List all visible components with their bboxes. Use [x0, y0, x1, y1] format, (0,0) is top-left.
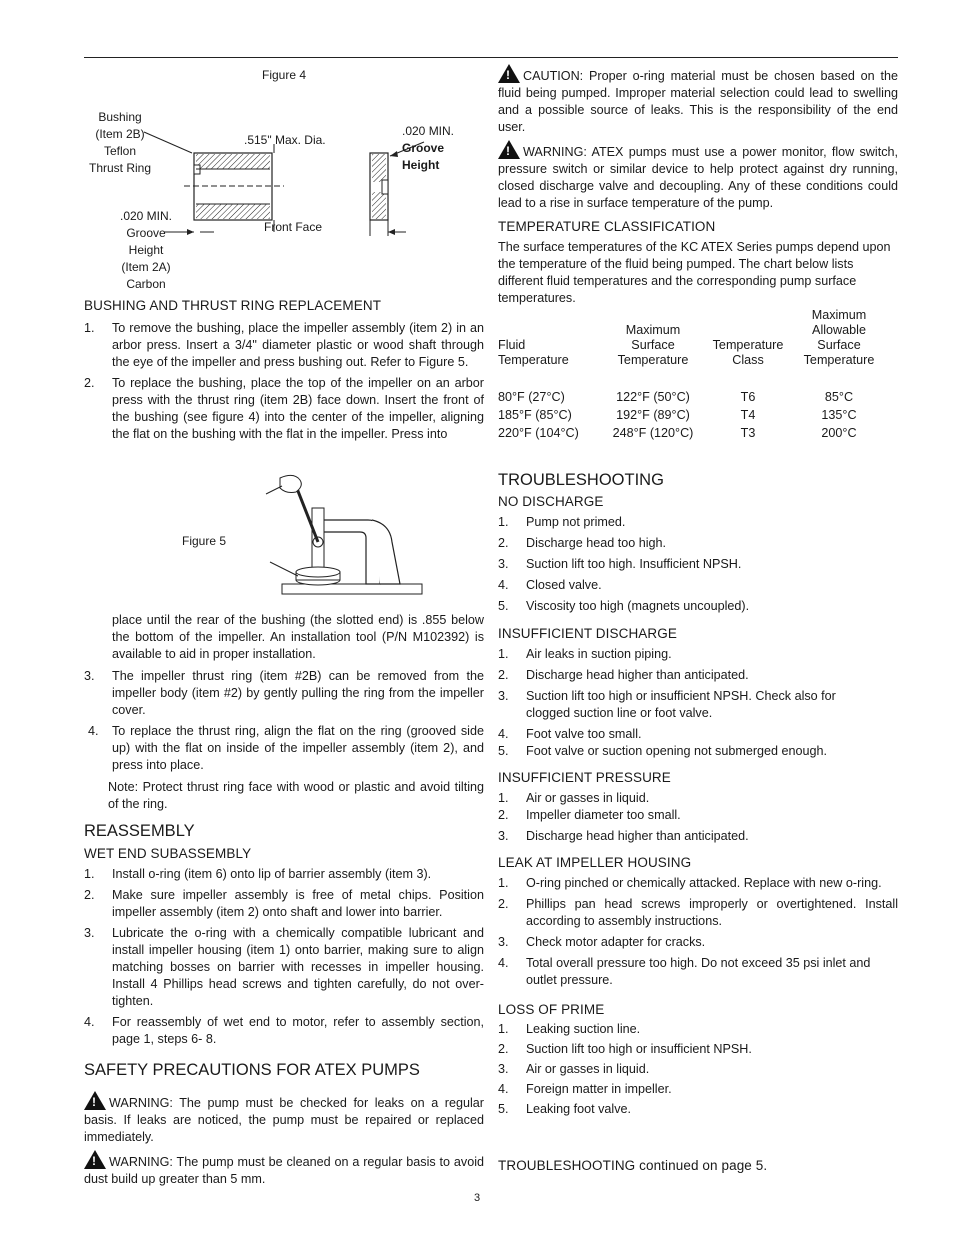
troubleshooting-heading: TROUBLESHOOTING [498, 471, 664, 489]
list-item: 5. Leaking foot valve. [498, 1102, 632, 1116]
list-item: 2. Make sure impeller assembly is free of metal chips. Position impeller assembly (item 2) onto shaft and lower into barrier. [84, 888, 484, 919]
temperature-intro: The surface temperatures of the KC ATEX Series pumps depend upon the temperature of the fluid being pumped. The chart below lists different fluid temperatures and the corresponding pump surface temperatures. [498, 240, 891, 305]
list-item: 4. To replace the thrust ring, align the flat on the ring (grooved side up) with the flat on inside of the impeller assembly (item 2), and press into place. [88, 724, 484, 772]
bushing-step2-continued: place until the rear of the bushing (the slotted end) is .855 below the bottom of the impeller. An installation tool (P/N M102392) is available to aid in proper installation. [112, 613, 484, 661]
figure4-groove-left-label: .020 MIN. Groove Height (Item 2A) Carbon [119, 209, 173, 291]
ts-loss-of-prime-list [498, 1021, 898, 1118]
list-item: 4. Closed valve. [498, 578, 602, 592]
list-item: 3. Check motor adapter for cracks. [498, 935, 706, 949]
ts-insufficient-discharge-list [498, 646, 898, 760]
bushing-steps [84, 320, 484, 443]
list-item: 3. Discharge head higher than anticipated. [498, 829, 749, 843]
list-item: 3. Air or gasses in liquid. [498, 1062, 650, 1076]
list-item: 3. Lubricate the o-ring with a chemically compatible lubricant and install impeller housing (item 1) onto barrier, making sure to align matching bosses on barrier with recesses in impeller housing. Install 4 Phillips head screws and tighten carefully, do not over-tighten. [84, 926, 484, 1008]
list-item: 4. Foreign matter in impeller. [498, 1082, 672, 1096]
list-item: 5. Foot valve or suction opening not submerged enough. [498, 744, 828, 758]
safety-warning-2: !WARNING: The pump must be cleaned on a regular basis to avoid dust build up greater than 5 mm. [84, 1150, 484, 1188]
list-item: 1. Air leaks in suction piping. [498, 647, 672, 661]
reassembly-steps [84, 866, 484, 1048]
list-item: 2. Suction lift too high or insufficient NPSH. [498, 1042, 752, 1056]
safety-warning-1: !WARNING: The pump must be checked for leaks on a regular basis. If leaks are noticed, the pump must be repaired or replaced immediately. [84, 1091, 484, 1146]
list-item: 3. Suction lift too high or insufficient NPSH. Check also for clogged suction line or foot valve. [498, 689, 836, 720]
column-header-max-allowable-surface-temperature: Maximum Allowable Surface Temperature [803, 308, 875, 367]
ts-leak-list [498, 875, 898, 989]
figure4-bushing-label: Bushing (Item 2B) Teflon Thrust Ring [88, 110, 152, 175]
ts-insufficient-pressure-list [498, 790, 898, 845]
list-item: 2. Discharge head too high. [498, 536, 667, 550]
list-item: 1. Install o-ring (item 6) onto lip of barrier assembly (item 3). [84, 867, 432, 881]
list-item: 4. Foot valve too small. [498, 727, 642, 741]
ts-leak-title: LEAK AT IMPELLER HOUSING [498, 855, 692, 870]
figure4-drawing [124, 120, 464, 240]
top-rule [84, 57, 898, 58]
list-item: 3. Suction lift too high. Insufficient NPSH. [498, 557, 742, 571]
bushing-heading: BUSHING AND THRUST RING REPLACEMENT [84, 298, 382, 313]
troubleshooting-continued-note: TROUBLESHOOTING continued on page 5. [498, 1158, 768, 1173]
figure4-front-face-label: Front Face [264, 220, 323, 234]
list-item: 2. Impeller diameter too small. [498, 808, 681, 822]
caution-icon [498, 64, 520, 83]
atex-warning-text: !WARNING: ATEX pumps must use a power monitor, flow switch, pressure switch or similar device to help protect against dry running, closed discharge valve and decoupling. Any of these conditions could lead to a rise in surface temperature of the pump. [498, 140, 898, 212]
list-item: 2. Phillips pan head screws improperly or overtightened. Install according to assembly instructions. [498, 897, 898, 928]
figure5-title: Figure 5 [182, 534, 227, 548]
list-item: 1. Leaking suction line. [498, 1022, 641, 1036]
temperature-heading: TEMPERATURE CLASSIFICATION [498, 219, 716, 234]
list-item: 2. Discharge head higher than anticipated. [498, 668, 749, 682]
table-row: 80°F (27°C) 122°F (50°C) T6 85°C [498, 390, 854, 404]
column-header-temperature-class: Temperature Class [712, 338, 784, 367]
list-item: 3. The impeller thrust ring (item #2B) can be removed from the impeller body (item #2) by gently pulling the ring from the impeller cover. [84, 669, 484, 717]
column-header-fluid-temperature: Fluid Temperature [498, 338, 569, 367]
warning-icon [84, 1091, 106, 1110]
list-item: 1. O-ring pinched or chemically attacked. Replace with new o-ring. [498, 876, 882, 890]
table-header-row [498, 308, 890, 368]
ts-insufficient-discharge-title: INSUFFICIENT DISCHARGE [498, 626, 677, 641]
list-item: 4. Total overall pressure too high. Do not exceed 35 psi inlet and outlet pressure. [498, 956, 871, 987]
figure4-title: Figure 4 [261, 68, 307, 82]
column-header-max-surface-temperature: Maximum Surface Temperature [617, 323, 689, 367]
figure4-groove-right-label: .020 MIN. Groove Height [402, 124, 455, 172]
ts-no-discharge-list [498, 514, 898, 615]
page-number: 3 [473, 1192, 481, 1204]
figure5-arbor-press-drawing [260, 472, 440, 607]
list-item: 5. Viscosity too high (magnets uncoupled). [498, 599, 750, 613]
bushing-steps-b [84, 668, 484, 774]
list-item: 1. To remove the bushing, place the impeller assembly (item 2) in an arbor press. Insert a 3/4" diameter plastic or wood shaft through the eye of the impeller and press bushing out. Refer to Figure 5. [84, 321, 484, 369]
list-item: 1. Pump not primed. [498, 515, 626, 529]
list-item: 1. Air or gasses in liquid. [498, 791, 650, 805]
warning-icon [84, 1150, 106, 1169]
figure4-max-dia-label: .515" Max. Dia. [244, 133, 326, 147]
list-item: 2. To replace the bushing, place the top of the impeller on an arbor press with the thrust ring (item 2B) face down. Insert the front of the bushing (see figure 4) into the center of the impeller, aligning the flat on the bushing with the flat in the impeller. Press into [84, 376, 484, 441]
ts-no-discharge-title: NO DISCHARGE [498, 494, 604, 509]
list-item: 4. For reassembly of wet end to motor, refer to assembly section, page 1, steps 6- 8. [84, 1015, 484, 1046]
table-row: 220°F (104°C) 248°F (120°C) T3 200°C [498, 426, 857, 440]
table-row: 185°F (85°C) 192°F (89°C) T4 135°C [498, 408, 857, 422]
warning-icon [498, 140, 520, 159]
temperature-table [498, 308, 890, 441]
ts-loss-of-prime-title: LOSS OF PRIME [498, 1002, 605, 1017]
caution-text: !CAUTION: Proper o-ring material must be chosen based on the fluid being pumped. Improper material selection could lead to swelling and a possible source of leaks. This is the responsibility of the end user. [498, 64, 898, 136]
bushing-note: Note: Protect thrust ring face with wood or plastic and avoid tilting of the ring. [108, 780, 484, 811]
wet-end-subheading: WET END SUBASSEMBLY [84, 846, 252, 861]
safety-heading: SAFETY PRECAUTIONS FOR ATEX PUMPS [84, 1061, 420, 1079]
reassembly-heading: REASSEMBLY [84, 822, 195, 840]
ts-insufficient-pressure-title: INSUFFICIENT PRESSURE [498, 770, 671, 785]
